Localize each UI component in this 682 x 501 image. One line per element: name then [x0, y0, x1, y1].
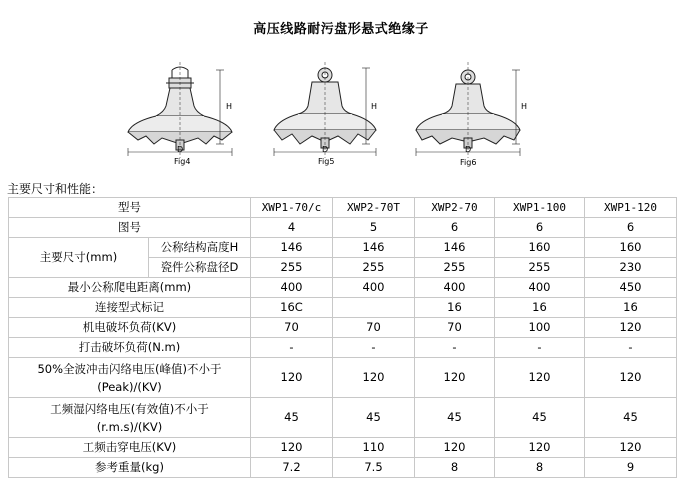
row-label: [9, 358, 251, 398]
table-cell: 120: [251, 358, 333, 398]
table-cell: 255: [333, 258, 415, 278]
model-header: XWP1-70/c: [251, 198, 333, 218]
table-cell: 400: [251, 278, 333, 298]
table-cell: 8: [495, 458, 585, 478]
row-label: 图号: [9, 218, 251, 238]
row-label: 连接型式标记: [9, 298, 251, 318]
table-cell: -: [495, 338, 585, 358]
table-cell: 400: [333, 278, 415, 298]
table-cell: 70: [251, 318, 333, 338]
row-label-line: (Peak)/(KV): [97, 379, 162, 394]
table-cell: 45: [333, 398, 415, 438]
table-cell: 255: [415, 258, 495, 278]
dim-h-label: H: [521, 102, 528, 111]
model-header: XWP2-70: [415, 198, 495, 218]
table-cell: 120: [415, 438, 495, 458]
table-cell: 450: [585, 278, 677, 298]
table-cell: 120: [585, 358, 677, 398]
table-row-impulse: [9, 358, 677, 398]
table-cell: 4: [251, 218, 333, 238]
table-cell: 16: [585, 298, 677, 318]
table-cell: 5: [333, 218, 415, 238]
table-cell: 6: [585, 218, 677, 238]
table-cell: 146: [333, 238, 415, 258]
row-label-line: 50%全波冲击闪络电压(峰值)不小于: [37, 361, 222, 376]
fig6-label: Fig6: [460, 158, 477, 167]
table-cell: 146: [415, 238, 495, 258]
table-cell: 70: [415, 318, 495, 338]
table-cell: 120: [333, 358, 415, 398]
table-cell: 8: [415, 458, 495, 478]
table-cell: 120: [415, 358, 495, 398]
fig4-label: Fig4: [174, 157, 191, 166]
dim-d-label: D: [322, 145, 329, 154]
figure-fig4: [120, 40, 250, 175]
table-cell: 45: [415, 398, 495, 438]
table-cell: 16: [495, 298, 585, 318]
row-group-label: 主要尺寸(mm): [9, 238, 149, 278]
table-row-failing-load: [9, 318, 677, 338]
table-cell: -: [251, 338, 333, 358]
table-row-creepage: [9, 278, 677, 298]
table-cell: 400: [415, 278, 495, 298]
table-row-impact: [9, 338, 677, 358]
header-label: 型号: [9, 198, 251, 218]
table-cell: 160: [495, 238, 585, 258]
dim-d-label: D: [465, 145, 472, 154]
table-cell: 7.2: [251, 458, 333, 478]
row-label-line: 工频湿闪络电压(有效值)不小于: [50, 401, 209, 416]
table-cell: 255: [251, 258, 333, 278]
table-cell: 146: [251, 238, 333, 258]
table-cell: 400: [495, 278, 585, 298]
table-cell: 160: [585, 238, 677, 258]
table-cell: 16C: [251, 298, 333, 318]
table-cell: 120: [251, 438, 333, 458]
table-cell: 230: [585, 258, 677, 278]
table-row-header: [9, 198, 677, 218]
row-label: 参考重量(kg): [9, 458, 251, 478]
row-label: [9, 398, 251, 438]
table-cell: 16: [415, 298, 495, 318]
table-cell: 45: [251, 398, 333, 438]
table-cell: 6: [495, 218, 585, 238]
model-header: XWP1-100: [495, 198, 585, 218]
table-cell: 9: [585, 458, 677, 478]
table-cell: -: [415, 338, 495, 358]
table-cell: 6: [415, 218, 495, 238]
row-label: 瓷件公称盘径D: [149, 258, 251, 278]
table-cell: 45: [495, 398, 585, 438]
table-cell: 70: [333, 318, 415, 338]
row-label: 机电破坏负荷(KV): [9, 318, 251, 338]
table-cell: 120: [495, 438, 585, 458]
table-cell: 120: [495, 358, 585, 398]
figure-fig6: [412, 40, 542, 175]
insulator-fig5-drawing: [268, 40, 398, 175]
table-row-coupling: [9, 298, 677, 318]
model-header: XWP2-70T: [333, 198, 415, 218]
section-label: 主要尺寸和性能：: [7, 182, 104, 196]
table-cell: 120: [585, 318, 677, 338]
figure-fig5: [268, 40, 398, 175]
table-row-wet-flashover: [9, 398, 677, 438]
table-row-puncture: [9, 438, 677, 458]
row-label-line: (r.m.s)/(KV): [96, 419, 163, 434]
table-cell: [333, 298, 415, 318]
table-cell: 255: [495, 258, 585, 278]
dim-h-label: H: [371, 102, 378, 111]
table-cell: 110: [333, 438, 415, 458]
table-cell: 7.5: [333, 458, 415, 478]
dim-d-label: D: [177, 145, 184, 154]
table-row-fig-no: [9, 218, 677, 238]
table-cell: 100: [495, 318, 585, 338]
dim-h-label: H: [226, 102, 233, 111]
table-cell: -: [585, 338, 677, 358]
table-row-weight: [9, 458, 677, 478]
table-cell: -: [333, 338, 415, 358]
page-title: 高压线路耐污盘形悬式绝缘子: [253, 22, 429, 37]
row-label: 公称结构高度H: [149, 238, 251, 258]
row-label: 最小公称爬电距离(mm): [9, 278, 251, 298]
row-label: 工频击穿电压(KV): [9, 438, 251, 458]
table-cell: 120: [585, 438, 677, 458]
figure-strip: [0, 40, 682, 175]
fig5-label: Fig5: [318, 157, 335, 166]
model-header: XWP1-120: [585, 198, 677, 218]
spec-table: [8, 197, 677, 478]
table-row-height: [9, 238, 677, 258]
row-label: 打击破坏负荷(N.m): [9, 338, 251, 358]
table-cell: 45: [585, 398, 677, 438]
